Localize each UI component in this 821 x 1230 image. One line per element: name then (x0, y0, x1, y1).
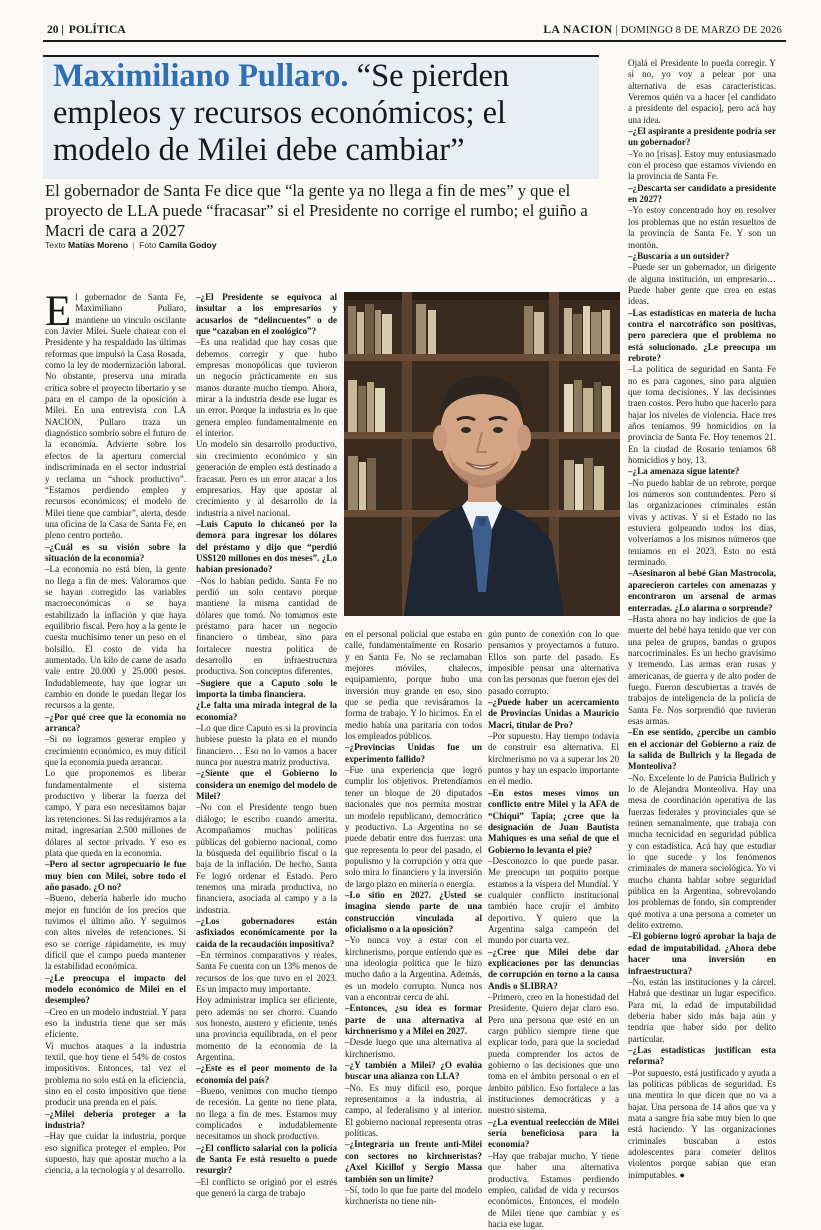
byline-photographer: Camila Godoy (158, 240, 217, 250)
dropcap: E (45, 288, 72, 335)
portrait-illustration (344, 292, 620, 616)
question: –Asesinaron al bebé Gian Mastrocola, aparecieron carteles con amenazas y encontraron un arsenal de armas enterradas. ¿Lo alarma o sorprende? (628, 568, 776, 613)
answer: –Yo no [risas]. Estoy muy entusiasmado con el proceso que estamos viviendo en la provincia de Santa Fe. (628, 148, 776, 182)
question: –¿Provincias Unidas fue un experimento fallido? (345, 742, 482, 764)
answer: –Bueno, debería haberle ido mucho mejor en función de los precios que tuvimos el último año. Y seguimos con altos niveles de retenciones. Si eso se corrige rápidamente, es muy difícil que el campo pueda mantener la estabilidad económica. (45, 893, 186, 972)
question: –¿Milei debería proteger a la industria? (45, 1108, 186, 1131)
byline-photo-label: Foto (139, 240, 157, 250)
article-intro: l gobernador de Santa Fe, Maximiliano Pullaro, mantiene un vínculo oscilante con Javier Milei. Suele chatear con el Presidente y ha respaldado las últimas reformas que impulsó la Casa Rosada, como la ley de modernización laboral. No obstante, preserva una mirada crítica sobre el proyecto libertario y se para en el campo de la oposición a Milei. En una entrevista con LA NACION, Pullaro traza un diagnóstico sombrío sobre el futuro de la economía. Advierte sobre los efectos de la apertura comercial indiscriminada en el sector industrial y reclama un “shock productivo”. “Estamos perdiendo empleo y recursos económicos; el modelo de Milei tiene que cambiar”, alerta, desde una oficina de la Casa de Santa Fe, en pleno centro porteño. (45, 292, 186, 541)
answer: Hoy administrar implica ser eficiente, pero además no ser chorro. Cuando sos honesto, austero y eficiente, tenés una provincia equilibrada, en el peor momento de la economía de la Argentina. (196, 995, 337, 1063)
answer: –Yo estoy concentrado hoy en resolver los problemas que no están resueltos de la provincia de Santa Fe. Y son un montón. (628, 205, 776, 250)
question: –¿Y también a Milei? ¿O evalúa buscar una alianza con LLA? (345, 1060, 482, 1082)
answer: –Nos lo habían pedido. Santa Fe no perdió un solo centavo porque mantiene la misma cantidad de dólares que tomó. No tomamos este préstamo para hacer un negocio financiero o timbear, sino para fortalecer nuestra política de desarrollo en infraestructura productiva. Son conceptos diferentes. (196, 575, 337, 677)
question: –¿Descarta ser candidato a presidente en 2027? (628, 182, 776, 205)
section-name: POLÍTICA (68, 24, 126, 36)
question: –El gobierno logró aprobar la baja de edad de imputabilidad. ¿Ahora debe hacer una inversión en infraestructura? (628, 931, 776, 976)
article-column-4 (488, 629, 619, 1229)
question: –Las estadísticas en materia de lucha contra el narcotráfico son positivas, pero pareciera que el problema no está solucionado. ¿Le preocupa un rebrote? (628, 307, 776, 363)
question: ¿Le falta una mirada integral de la economía? (196, 700, 337, 722)
answer: –Creo en un modelo industrial. Y para eso la industria tiene que ser más eficiente. (45, 1006, 186, 1040)
question: –Pero al sector agropecuario le fue muy bien con Milei, sobre todo el año pasado. ¿O no? (45, 859, 186, 892)
answer: –Primero, creo en la honestidad del Presidente. Quiero dejar claro eso. Pero una persona que esté en un cargo público siempre tiene que explicar todo, para que la sociedad pueda comprender los actos de gobierno o las decisiones que uno toma en el ámbito personal o en el ámbito público. Eso fortalece a las instituciones democráticas y a nuestro sistema. (488, 992, 619, 1116)
question: –Entonces, ¿su idea es formar parte de una alternativa al kirchnerismo y a Milei en 2027. (345, 1003, 482, 1037)
answer: –No con el Presidente tengo buen diálogo; le escribo cuando amerita. Acompañamos muchas políticas públicas del gobierno nacional, como la búsqueda del equilibrio fiscal o la baja de la inflación. De hecho, Santa Fe logró ordenar el Estado. Pero tenemos una mirada productiva, no financiera, asociada al campo y a la industria. (196, 802, 337, 915)
header-rule (43, 40, 786, 42)
question: –¿La eventual reelección de Milei sería beneficiosa para la economía? (488, 1116, 619, 1150)
question: –¿Buscaría a un outsider? (628, 250, 730, 261)
article-column-5 (628, 58, 776, 1198)
answer: –Es una realidad que hay cosas que debemos corregir y que hubo empresas monopólicas que tuvieron un negocio prácticamente en sus manos durante mucho tiempo. Ahora, mirar a la industria desde ese lugar es un error. Porque la industria es lo que genera empleo fundamentalmente en el interior. (196, 337, 337, 439)
page-number: 20 (47, 24, 59, 36)
deck: El gobernador de Santa Fe dice que “la gente ya no llega a fin de mes” y que el proyecto de LLA puede “fracasar” si el Presidente no corrige el rumbo; el guiño a Macri de cara a 2027 (45, 181, 588, 240)
question: –¿Integraría un frente anti-Milei con sectores no kirchneristas? ¿Axel Kicillof y Sergio Massa también son un límite? (345, 1139, 482, 1184)
answer: –Sí, todo lo que fue parte del modelo kirchnerista no tiene nin- (345, 1184, 482, 1207)
article-column-2 (196, 292, 337, 1199)
answer: Ojalá el Presidente lo pueda corregir. Y si no, yo voy a pelear por una alternativa de esas características. Veremos quién va a hacer [el candidato a presidente del espacio], pero acá hay una idea. (628, 58, 776, 125)
page-header-left: 20 | POLÍTICA (47, 24, 126, 36)
question: –¿Le preocupa el impacto del modelo económico de Milei en el desempleo? (45, 972, 186, 1006)
question: –En estos meses vimos un conflicto entre Milei y la AFA de “Chiqui” Tapia; ¿cree que la designación de Juan Bautista Mahiques es una señal de que el Gobierno lo levanta el pie? (488, 787, 619, 855)
answer: Un modelo sin desarrollo productivo, sin crecimiento económico y sin generación de empleo está destinado a fracasar. Pero es un error atacar a los empresarios. Hay que apostar al crecimiento y al desarrollo de la industria a nivel nacional. (196, 439, 337, 518)
page-header-right: LA NACION | DOMINGO 8 DE MARZO DE 2026 (543, 24, 782, 36)
article-column-3 (345, 629, 482, 1207)
answer: –Por supuesto, está justificado y ayuda a las políticas públicas de seguridad. Es una mentira lo que dicen que no va a bajar. Una persona de 14 años que va y mata a sangre fría sabe muy bien lo que está haciendo. Y las organizaciones criminales buscaban a estos adolescentes para cometer delitos violentos porque sabían que eran inimputables. ● (628, 1067, 776, 1180)
byline-author: Matías Moreno (67, 240, 129, 250)
question: –¿Cree que Milei debe dar explicaciones por las denuncias de corrupción en torno a la causa Andis o $LIBRA? (488, 946, 619, 991)
portrait-photo (344, 292, 620, 616)
question: –¿Este es el peor momento de la economía del país? (196, 1063, 337, 1085)
answer: –La economía no está bien, la gente no llega a fin de mes. Valoramos que se hayan corregido las variables macroeconómicas o se haya estabilizado la inflación y que haya equilibrio fiscal. Pero hoy a la gente le cuesta muchísimo tener un peso en el bolsillo. El costo de vida ha aumentado. Un kilo de carne de asado vale entre 20.000 y 25.000 pesos. Indudablemente, hay que lograr un cambio en donde le puedan llegar los recursos a la gente. (45, 564, 186, 711)
answer: –Puede ser un gobernador, un dirigente de alguna institución, un empresario… Puede haber gente que crea en estas ideas. (628, 262, 776, 307)
headline-name: Maximiliano Pullaro. (53, 58, 349, 94)
answer: –Hasta ahora no hay indicios de que la muerte del bebé haya tenido que ver con una pelea de grupos, bandas o grupos narcocriminales. Es un hecho gravísimo y tremendo. Las armas eran rusas y americanas, de guerra y de alto poder de fuego. Fueron descubiertas a través de trabajos de inteligencia de la policía de Santa Fe. Nos sorprendió que tuvieran esas armas. (628, 613, 776, 726)
page-header (47, 24, 782, 40)
question: –¿Puede haber un acercamiento de Provincias Unidas a Mauricio Macri, titular de Pro? (488, 697, 619, 730)
question: –Sugiere que a Caputo solo le importa la timba financiera. (196, 677, 337, 700)
answer: gún punto de conexión con lo que pensamos y proyectamos a futuro. Ellos son parte del pasado. Es imposible pensar una alternativa con las personas que fueron ejes del pasado corrupto. (488, 629, 619, 696)
answer: –La política de seguridad en Santa Fe no es para cagones, sino para alguien que toma decisiones. Y las decisiones traen costos. Pero hubo que hacerlo para bajar los niveles de violencia. Hace tres años teníamos 99 homicidios en la provincia de Santa Fe. Hoy tenemos 21. En la ciudad de Rosario teníamos 68 homicidios y hoy, 13. (628, 364, 776, 466)
question: –¿La amenaza sigue latente? (628, 466, 740, 477)
answer: –Hay que trabajar mucho. Y tiene que haber una alternativa productiva. Estamos perdiendo empleo, calidad de vida y recursos económicos. Entonces, el modelo de Milei tiene que cambiar y es hacia ese lugar. (488, 1150, 619, 1229)
question: –Lo sitio en 2027. ¿Usted se imagina siendo parte de una construcción vinculada al oficialismo o a la oposición? (345, 889, 482, 934)
answer: –No, están las instituciones y la cárcel. Habrá que destinar un lugar específico. Para mí, la edad de imputabilidad debería haber sido más baja aún y tendría que haber sido por delito particular. (628, 976, 776, 1044)
answer: –Desde luego que una alternativa al kirchnerismo. (345, 1037, 482, 1059)
question: –¿Siente que el Gobierno lo considera un enemigo del modelo de Milei? (196, 768, 337, 802)
byline-text-label: Texto (45, 240, 66, 250)
answer: –No puedo hablar de un rebrote, porque los números son contundentes. Pero sí las organizaciones criminales están vivas y activas. Y si el Estado no las estuviera golpeando todos los días, volveríamos a los mismos números que teníamos en el 2023. Esto no está terminado. (628, 477, 776, 568)
answer: –Hay que cuidar la industria, porque eso significa proteger el empleo. Por supuesto, hay que apostar mucho a la ciencia, a la tecnología y al desarrollo. (45, 1131, 186, 1176)
answer: –No. Es muy difícil eso, porque representamos a la industria, al campo, al federalismo y al interior. El gobierno nacional representa otras políticas. (345, 1082, 482, 1139)
issue-date: DOMINGO 8 DE MARZO DE 2026 (620, 25, 782, 36)
answer: –No. Excelente lo de Patricia Bullrich y lo de Alejandra Monteoliva. Hay una mesa de coordinación operativa de las fuerzas federales y provinciales que se reúnen semanalmente, que trabaja con mucha tecnicidad en seguridad pública y con estadística. Acá hay que estudiar lo que sucede y los fenómenos criminales de manera sociológica. Yo vi mucho chanta hablar sobre seguridad pública en la Argentina, sobrevolando los problemas de fondo, sin comprender qué motiva a una persona a cometer un delito extremo. (628, 772, 776, 931)
answer: –El conflicto se originó por el estrés que generó la carga de trabajo (196, 1176, 337, 1199)
answer: –Lo que dice Caputo es si la provincia hubiese puesto la plata en el mundo financiero… Eso no lo vamos a hacer nunca por nuestra matriz productiva. (196, 723, 337, 768)
answer: –Desconozco lo que puede pasar. Me preocupo un poquito porque estamos a la víspera del Mundial. Y cualquier conflicto institucional también hace crujir el ámbito deportivo. Y quiero que la Argentina salga campeón del mundo por cuarta vez. (488, 855, 619, 946)
question: –¿Por qué cree que la economía no arranca? (45, 711, 186, 734)
question: –¿El aspirante a presidente podría ser un gobernador? (628, 126, 776, 148)
answer: –Si no logramos generar empleo y crecimiento económico, es muy difícil que la economía pueda arrancar. (45, 734, 186, 768)
answer: –Por supuesto. Hay tiempo todavía de construir esa alternativa. El kirchnerismo no va a superar los 20 puntos y hay un espacio importante en el medio. (488, 731, 619, 787)
headline (53, 58, 598, 169)
answer: en el personal policial que estaba en calle, fundamentalmente en Rosario y en Santa Fe. No se reclamaban mejores móviles, chalecos, equipamiento, porque hubo una inversión muy grande en eso, sino que se pedía que revisáramos la forma de trabajo. Y lo hicimos. En el medio había una paritaria con todos los empleados públicos. (345, 629, 482, 742)
answer: –En términos comparativos y reales, Santa Fe cuenta con un 13% menos de recursos de los que tuvo en el 2023. Es un impacto muy importante. (196, 949, 337, 994)
headline-quote: “Se pierden empleos y recursos económicos; el modelo de Milei debe cambiar” (53, 58, 510, 168)
newspaper-name: LA NACION (543, 24, 613, 36)
question: –¿Las estadísticas justifican esta reforma? (628, 1044, 776, 1067)
answer: Lo que proponemos es liberar fundamentalmente el sistema productivo y liberar la fuerza del campo. Y para eso necesitamos bajar las retenciones. Si las redujéramos a la mitad, ingresarían 2.500 millones de dólares al sector privado. Y eso es plata que queda en la economía. (45, 768, 186, 858)
question: –Luis Caputo lo chicaneó por la demora para ingresar los dólares del préstamo y dijo que “perdió US$120 millones en dos meses”. ¿Lo habían presionado? (196, 518, 337, 575)
answer: –Yo nunca voy a estar con el kirchnerismo, porque entiendo que es una ideología política que le hizo mucho daño a la Argentina. Además, es un modelo corrupto. Nunca nos van a encontrar cerca de ahí. (345, 935, 482, 1002)
question: –¿El conflicto salarial con la policía de Santa Fe está resuelto o puede resurgir? (196, 1142, 337, 1176)
question: –En ese sentido, ¿percibe un cambio en el accionar del Gobierno a raíz de la salida de Bullrich y la llegada de Monteoliva? (628, 727, 776, 772)
question: –¿Cuál es su visión sobre la situación de la economía? (45, 541, 186, 563)
answer: –Fue una experiencia que logró cumplir los objetivos. Pretendíamos tener un bloque de 20 diputados nacionales que nos permita mostrar un modelo republicano, democrático y productivo. La Argentina no se puede debatir entre dos fuerzas: una que representa lo peor del pasado, el populismo y la corrupción y otra que solo mira lo financiero y la inversión de largo plazo en minería o energía. (345, 765, 482, 889)
question: –¿El Presidente se equivoca al insultar a los empresarios y acusarlos de “delincuentes” o de que “cazaban en el zoológico”? (196, 292, 337, 337)
answer: Vi muchos ataques a la industria textil, que hoy tiene el 54% de costos impositivos. Entonces, tal vez el problema no solo está en la eficiencia, sino en el costo impositivo que tiene producir una prenda en el país. (45, 1040, 186, 1108)
answer: –Bueno, venimos con mucho tiempo de recesión. La gente no tiene plata, no llega a fin de mes. Estamos muy complicados e indudablemente necesitamos un shock productivo. (196, 1086, 337, 1142)
byline: Texto Matías Moreno | Foto Camila Godoy (45, 240, 217, 250)
question: –¿Los gobernadores están asfixiados económicamente por la caída de la recaudación impositiva? (196, 915, 337, 949)
article-column-1 (45, 288, 186, 1192)
